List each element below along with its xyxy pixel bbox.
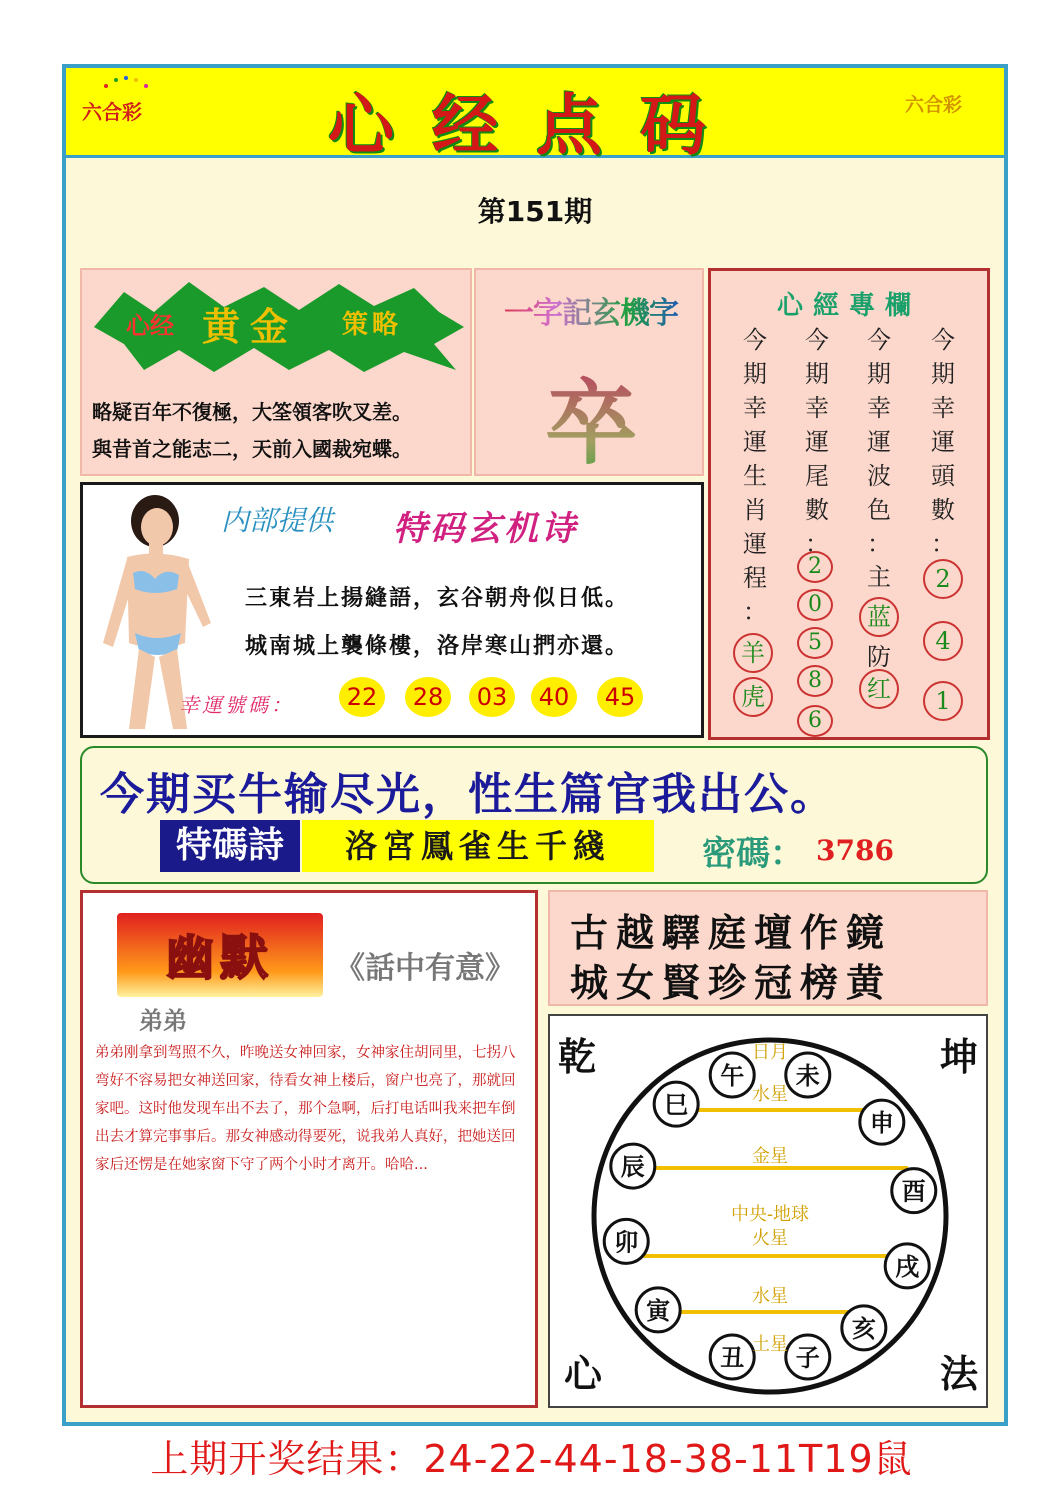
humor-subtitle: 《話中有意》 xyxy=(335,951,515,986)
column-char: 肖 xyxy=(743,496,767,524)
wheel-diagram xyxy=(550,1016,990,1410)
logo-dots xyxy=(102,76,152,92)
color-main-label: 主 xyxy=(867,563,891,591)
issue-number: 第151期 xyxy=(477,195,593,228)
column-head-label xyxy=(921,323,965,561)
planet-label: 中央-地球 xyxy=(731,1204,809,1224)
column-char: 數 xyxy=(805,496,829,524)
bagua-wheel-box xyxy=(548,1014,988,1408)
column-char: 期 xyxy=(931,360,955,388)
one-char-character: 卒 xyxy=(476,350,706,482)
column-char: 頭 xyxy=(931,462,955,490)
lucky-numbers-label: 幸運號碼： xyxy=(179,693,294,717)
seven-char-line2: 城女賢珍冠榜黄 xyxy=(570,960,893,1005)
column-char: ： xyxy=(743,598,767,626)
seven-char-box xyxy=(548,890,988,1006)
tail-value: 2 xyxy=(797,551,833,583)
column-char: 今 xyxy=(805,326,829,354)
corner-qian: 乾 xyxy=(558,1034,597,1079)
column-char: ： xyxy=(931,530,955,558)
tail-value: 6 xyxy=(797,705,833,737)
gold-poem-line1: 略疑百年不復極，大筌領客吹叉差。 xyxy=(92,400,412,424)
corner-fa: 法 xyxy=(939,1351,978,1396)
zodiac-value: 羊 xyxy=(733,633,773,673)
headline-banner xyxy=(80,746,988,884)
column-char: 生 xyxy=(743,462,767,490)
planet-label: 水星 xyxy=(752,1084,788,1104)
lucky-number-ball: 45 xyxy=(597,677,643,717)
gold-strategy-box xyxy=(80,268,472,476)
password-value: 3786 xyxy=(816,834,894,867)
head-value: 1 xyxy=(923,681,963,721)
logo-left xyxy=(82,96,142,125)
page-title: 心经点码 xyxy=(328,86,744,164)
column-char: 今 xyxy=(931,326,955,354)
header-bar xyxy=(66,68,1004,164)
humor-badge-text: 幽默 xyxy=(165,930,274,986)
branch-label: 巳 xyxy=(664,1090,689,1120)
lucky-number-ball: 28 xyxy=(405,677,451,717)
branch-label: 申 xyxy=(869,1108,894,1138)
corner-xin: 心 xyxy=(564,1351,603,1396)
planet-label: 金星 xyxy=(752,1146,788,1166)
tail-value: 5 xyxy=(797,627,833,659)
branch-label: 戌 xyxy=(895,1251,920,1281)
color-main-value: 蓝 xyxy=(859,597,899,637)
branch-label: 辰 xyxy=(620,1152,645,1182)
column-char: 運 xyxy=(743,530,767,558)
head-value: 2 xyxy=(923,559,963,599)
planet-label: 火星 xyxy=(752,1228,788,1248)
lucky-number-ball: 40 xyxy=(531,677,577,717)
column-char: 今 xyxy=(743,326,767,354)
logo-left-text: 六合彩 xyxy=(82,100,142,124)
tail-value: 0 xyxy=(797,589,833,621)
column-char: 幸 xyxy=(931,394,955,422)
column-char: ： xyxy=(867,530,891,558)
branch-label: 亥 xyxy=(851,1313,876,1343)
last-draw-result: 上期开奖结果：24-22-44-18-38-11T19鼠 xyxy=(150,1437,913,1481)
column-char: 數 xyxy=(931,496,955,524)
lucky-number-ball: 03 xyxy=(469,677,515,717)
column-char: 期 xyxy=(805,360,829,388)
password-label: 密碼： xyxy=(702,834,804,874)
humor-badge xyxy=(117,913,323,997)
tm-poem-label: 特碼詩 xyxy=(160,820,300,872)
column-char: 今 xyxy=(867,326,891,354)
color-guard-label: 防 xyxy=(867,643,891,671)
seven-char-line1: 古越驛庭壇作鏡 xyxy=(570,910,893,955)
column-char: 運 xyxy=(743,428,767,456)
column-zodiac-label xyxy=(733,323,777,629)
special-poem-title: 特码玄机诗 xyxy=(393,509,578,549)
planet-label: 日月 xyxy=(752,1042,788,1062)
zodiac-value: 虎 xyxy=(733,677,773,717)
column-char: 程 xyxy=(743,564,767,592)
column-char: 尾 xyxy=(805,462,829,490)
column-color-label xyxy=(857,323,901,561)
column-char: 運 xyxy=(805,428,829,456)
tm-poem-value: 洛宮鳳雀生千綫 xyxy=(302,820,654,872)
humor-story-text: 弟弟刚拿到驾照不久，昨晚送女神回家，女神家住胡同里，七拐八弯好不容易把女神送回家，待看女神上楼后，窗户也亮了，那就回家吧。这时他发现车出不去了，那个急啊，后打电话叫我来把车倒出去才算完事事后。那女神感动得要死，说我弟人真好，把她送回家后还愣是在她家窗下守了两个小时才离开。哈哈... xyxy=(95,1045,516,1173)
humor-box xyxy=(80,890,538,1408)
one-char-heading: 一字記玄機字 xyxy=(482,288,700,332)
column-char: 波 xyxy=(867,462,891,490)
xinjing-column-box xyxy=(708,268,990,740)
planet-label: 土星 xyxy=(752,1334,788,1354)
column-char: 期 xyxy=(867,360,891,388)
branch-label: 丑 xyxy=(720,1343,745,1373)
color-guard-value: 红 xyxy=(859,669,899,709)
head-value: 4 xyxy=(923,621,963,661)
gold-poem-line2: 與昔首之能志二，天前入國裁宛蝶。 xyxy=(92,437,412,461)
planet-label: 水星 xyxy=(752,1286,788,1306)
logo-right: 六合彩 xyxy=(904,94,962,116)
column-char: 運 xyxy=(867,428,891,456)
branch-label: 卯 xyxy=(614,1227,639,1257)
branch-label: 未 xyxy=(795,1060,820,1090)
gold-label-xinjing: 心经 xyxy=(126,312,174,340)
column-char: 幸 xyxy=(867,394,891,422)
column-char: 幸 xyxy=(805,394,829,422)
branch-label: 午 xyxy=(720,1060,745,1090)
column-char: 幸 xyxy=(743,394,767,422)
branch-label: 寅 xyxy=(646,1295,671,1325)
column-char: 運 xyxy=(931,428,955,456)
column-char: ： xyxy=(805,530,829,558)
gold-poem xyxy=(92,394,468,468)
column-heading: 心經專欄 xyxy=(776,291,921,321)
special-poem-line2: 城南城上襲條樓，洛岸寒山捫亦還。 xyxy=(245,633,630,659)
column-char: 色 xyxy=(867,496,891,524)
banner-headline: 今期买牛输尽光，性生篇官我出公。 xyxy=(100,769,836,820)
one-char-box xyxy=(474,268,704,476)
gold-label-celue: 策略 xyxy=(342,310,403,340)
tail-value: 8 xyxy=(797,665,833,697)
special-poem-box xyxy=(80,482,704,738)
supplier-label: 内部提供 xyxy=(221,504,334,537)
column-char: 期 xyxy=(743,360,767,388)
corner-kun: 坤 xyxy=(939,1034,978,1079)
humor-story-title: 弟弟 xyxy=(139,1006,187,1035)
lucky-number-ball: 22 xyxy=(339,677,385,717)
branch-label: 酉 xyxy=(901,1176,926,1206)
special-poem-line1: 三東岩上揚縫語，玄谷朝舟似日低。 xyxy=(245,585,630,611)
column-tail-label xyxy=(795,323,839,561)
branch-label: 子 xyxy=(795,1343,820,1373)
gold-label-huangjin: 黄金 xyxy=(202,305,299,349)
